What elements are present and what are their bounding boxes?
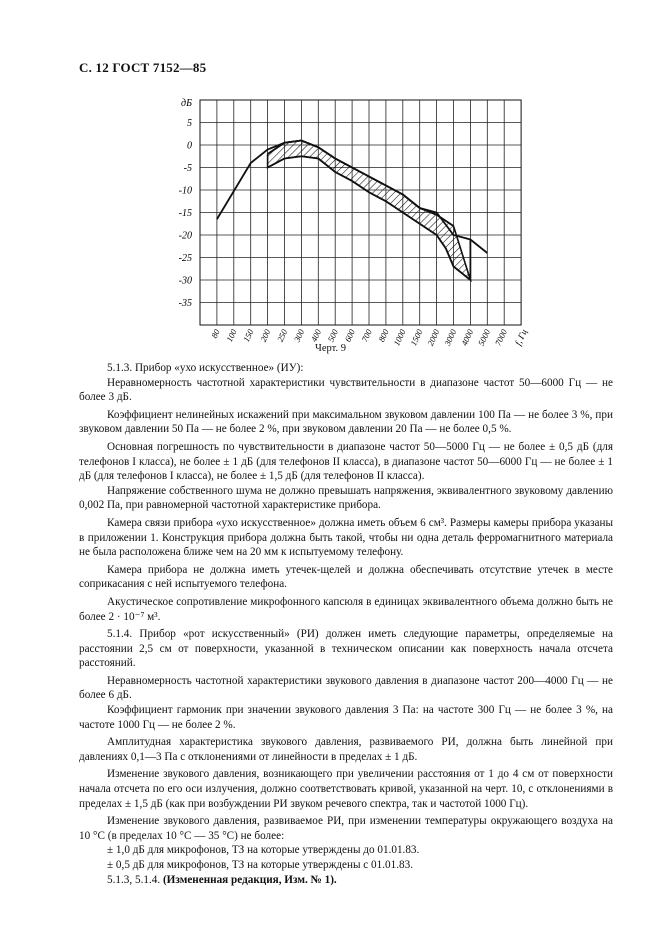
y-tick-label: -35 [178,298,192,309]
paragraph-ref: 5.1.3, 5.1.4. [107,873,163,886]
x-tick-label: 1000 [391,327,408,348]
paragraph: 5.1.3. Прибор «ухо искусственное» (ИУ): [107,362,304,374]
figure-caption: Черт. 9 [315,343,346,354]
y-tick-label: -10 [178,185,192,197]
paragraph: Напряжение собственного шума не должно превышать напряжения, эквивалентного звуковому давлению 0,002 Па, при равномерной частотной характеристике прибора. [79,484,613,512]
x-tick-label: 500 [325,327,341,344]
paragraph: Коэффициент нелинейных искажений при максимальном звуковом давлении 100 Па — не более 3 %, при звуковом давлении 50 Па — не более 2 %, при звуковом давлении 20 Па — не более 0,5 %. [79,408,613,436]
y-axis-unit: дБ [181,98,192,109]
paragraph: ± 0,5 дБ для микрофонов, ТЗ на которые утверждены с 01.01.83. [107,859,414,871]
paragraph: Амплитудная характеристика звукового давления, развиваемого РИ, должна быть линейной при давлениях 0,1—3 Па с отклонениями от линейности в пределах ± 1 дБ. [79,736,613,763]
body-text [79,361,613,887]
x-tick-label: 4000 [458,327,476,348]
x-tick-label: 300 [291,327,307,344]
x-tick-label: 250 [274,327,290,344]
y-tick-label: 0 [187,140,192,152]
paragraph [79,873,613,888]
x-tick-label: 5000 [475,327,493,348]
y-tick-label: -5 [183,163,192,174]
x-tick-label: 800 [376,327,391,344]
x-tick-label: 600 [342,327,357,344]
x-tick-label: 150 [241,327,256,344]
paragraph: Коэффициент гармоник при значении звукового давления 3 Па: на частоте 300 Гц — не более 3 %, на частоте 1000 Гц — не более 2 %. [79,704,613,731]
x-tick-label: 200 [257,327,273,344]
y-tick-label: -30 [178,275,192,287]
y-tick-label: -20 [178,230,192,242]
x-tick-label: 1500 [408,327,425,348]
y-tick-label: -25 [178,253,192,264]
paragraph: Камера связи прибора «ухо искусственное» должна иметь объем 6 см³. Размеры камеры прибора указаны в приложении 1. Конструкция прибора должна быть такой, чтобы ни одна деталь ферромагнитного материала не была расположена ближе чем на 20 мм к испытуемому телефону. [79,516,613,559]
paragraph: Изменение звукового давления, возникающего при увеличении расстояния от 1 до 4 см от поверхности начала отсчета по его оси излучения, должно соответствовать кривой, указанной на черт. 10, с отклонениями в пределах ± 1,5 дБ (как при возбуждении РИ звуком речевого спектра, так и частотой 1000 Гц). [79,768,613,810]
axis-labels [179,98,529,348]
amendment-note: (Измененная редакция, Изм. № 1). [162,873,337,886]
chart-grid [200,100,521,325]
x-tick-label: 7000 [492,327,510,348]
x-tick-label: 3000 [442,327,459,348]
x-tick-label: 80 [209,327,222,340]
paragraph: Акустическое сопротивление микрофонного капсюля в единицах эквивалентного объема должно быть не более 2 · 10⁻⁷ м³. [79,595,613,623]
y-tick-label: 5 [187,118,192,129]
paragraph: Неравномерность частотной характеристики чувствительности в диапазоне частот 50—6000 Гц — не более 3 дБ. [79,376,613,404]
paragraph: 5.1.4. Прибор «рот искусственный» (РИ) должен иметь следующие параметры, определяемые на расстоянии 2,5 см от поверхности, указанной в техническом описании как поверхность начала отсчета расстояний. [79,628,613,670]
paragraph: Основная погрешность по чувствительности в диапазоне частот 50—5000 Гц — не более ± 0,5 дБ (для телефонов I класса), не более ± 1 дБ (для телефонов II класса), в диапазоне частот 50—6000 Гц — не более ± 1 дБ (для телефонов I класса), не более ± 1,5 дБ (для телефонов II класса). [79,440,613,483]
paragraph: Неравномерность частотной характеристики звукового давления в диапазоне частот 200—4000 Гц — не более 6 дБ. [79,674,613,702]
x-tick-label: 400 [308,327,324,344]
x-tick-label: 2000 [425,327,442,348]
paragraph: ± 1,0 дБ для микрофонов, ТЗ на которые утверждены до 01.01.83. [107,844,420,857]
x-axis-unit: f, Гц [512,327,529,347]
page-header: С. 12 ГОСТ 7152—85 [79,60,207,75]
paragraph: Камера прибора не должна иметь утечек-щелей и должна обеспечивать отсутствие утечек в месте соприкасания с ней испытуемого телефона. [79,563,613,591]
paragraph: Изменение звукового давления, развиваемое РИ, при изменении температуры окружающего воздуха на 10 °С (в пределах 10 °С — 35 °С) не более: [79,815,613,842]
x-tick-label: 700 [359,327,374,344]
y-tick-label: -15 [178,208,192,219]
x-tick-label: 100 [224,327,239,344]
frequency-response-chart [150,90,529,348]
